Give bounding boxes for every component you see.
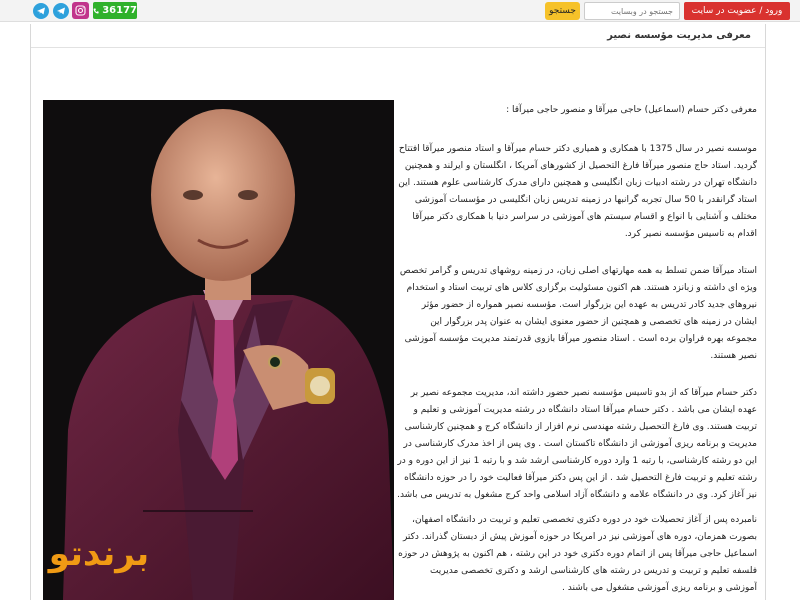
search-button[interactable]: جستجو [545,2,580,20]
page-title: معرفی مدیریت مؤسسه نصیر [607,30,751,41]
article-body [397,102,757,600]
director-portrait [43,100,394,600]
article-paragraph: معرفی دکتر حسام (اسماعیل) حاجی میرآقا و منصور حاجی میرآقا : [506,105,757,115]
title-divider [31,47,765,48]
phone-button[interactable] [93,2,137,19]
telegram-icon[interactable] [53,3,69,19]
search-input[interactable] [584,2,680,20]
article-paragraph: موسسه نصیر در سال 1375 با همکاری و همیاری دکتر حسام میرآقا و استاد منصور میرآقا افتتاح گردید. استاد حاج منصور میرآقا فارغ التحصیل از کشورهای آمریکا ، انگلستان و ایرلند و همچنین دانشگاه تهران در رشته ادبیات زبان انگلیسی و همچنین دارای مدرک کارشناسی علوم هستند. این استاد گرانقدر با 50 سال تجربه گرانبها در زمینه تدریس زبان انگلیسی در مؤسسات آموزشی مختلف و آشنایی با انواع و اقسام سیستم های آموزشی در سراسر دنیا با همکاری دکتر میرآقا اقدام به تاسیس مؤسسه نصیر کرد. [398,144,757,239]
article-paragraph: دکتر حسام میرآقا که از بدو تاسیس مؤسسه نصیر حضور داشته اند، مدیریت مجموعه نصیر بر عهده ایشان می باشد . دکتر حسام میرآقا استاد دانشگاه در رشته مدیریت آموزشی و تعلیم و تربیت هستند. وی فارغ التحصیل رشته مهندسی نرم افزار از دانشگاه کرج و همچنین کارشناسی مدیریت و برنامه ریزی آموزشی از دانشگاه تاکستان است . وی پس از اخذ مدرک کارشناسی در این دو رشته کارشناسی، با رتبه 1 وارد دوره کارشناسی ارشد شد و با رتبه 1 نیز از این دوره و در رشته تعلیم و تربیت فارغ التحصیل شد . از این پس دکتر میرآقا فعالیت خود را در حوزه دانشگاه نیز آغاز کرد. وی در دانشگاه علامه و دانشگاه آزاد اسلامی واحد کرج مشغول به تدریس می باشد. [397,388,757,500]
article-paragraph: استاد میرآقا ضمن تسلط به همه مهارتهای اصلی زبان، در زمینه روشهای تدریس و گرامر تخصص ویژه ای داشته و زبانزد هستند. هم اکنون مسئولیت برگزاری کلاس های تربیت استاد و استخدام نیروهای جدید کادر تدریس به عهده این بزرگوار است. مؤسسه نصیر همواره از حضور مؤثر ایشان در زمینه های تخصصی و همچنین از حضور معنوی ایشان به عنوان پدر بزرگوار این مجموعه بهره فراوان برده است . استاد منصور میرآقا بازوی قدرتمند مدیریت مؤسسه آموزشی نصیر هستند. [399,266,757,361]
login-register-button[interactable]: ورود / عضویت در سایت [684,2,790,20]
phone-icon [93,6,99,16]
phone-number: 36177 [102,5,137,16]
top-bar [0,0,800,22]
article-paragraph: نامبرده پس از آغاز تحصیلات خود در دوره دکتری تخصصی تعلیم و تربیت در دانشگاه اصفهان، بصورت همزمان، دوره های آموزشی نیز در امریکا در حوزه آموزش پیش از دبستان گذراند. دکتر اسماعیل حاجی میرآقا پس از اتمام دوره دکتری خود در این رشته ، هم اکنون به پژوهش در حوزه فلسفه تعلیم و تربیت و تدریس در رشته های کارشناسی ارشد و دکتری تخصصی مدیریت آموزشی و برنامه ریزی آموزشی مشغول می باشند . [398,515,757,593]
instagram-icon[interactable] [72,2,89,19]
watermark-logo: برندتو [48,534,150,574]
content-card [30,24,766,600]
telegram-icon[interactable] [33,3,49,19]
